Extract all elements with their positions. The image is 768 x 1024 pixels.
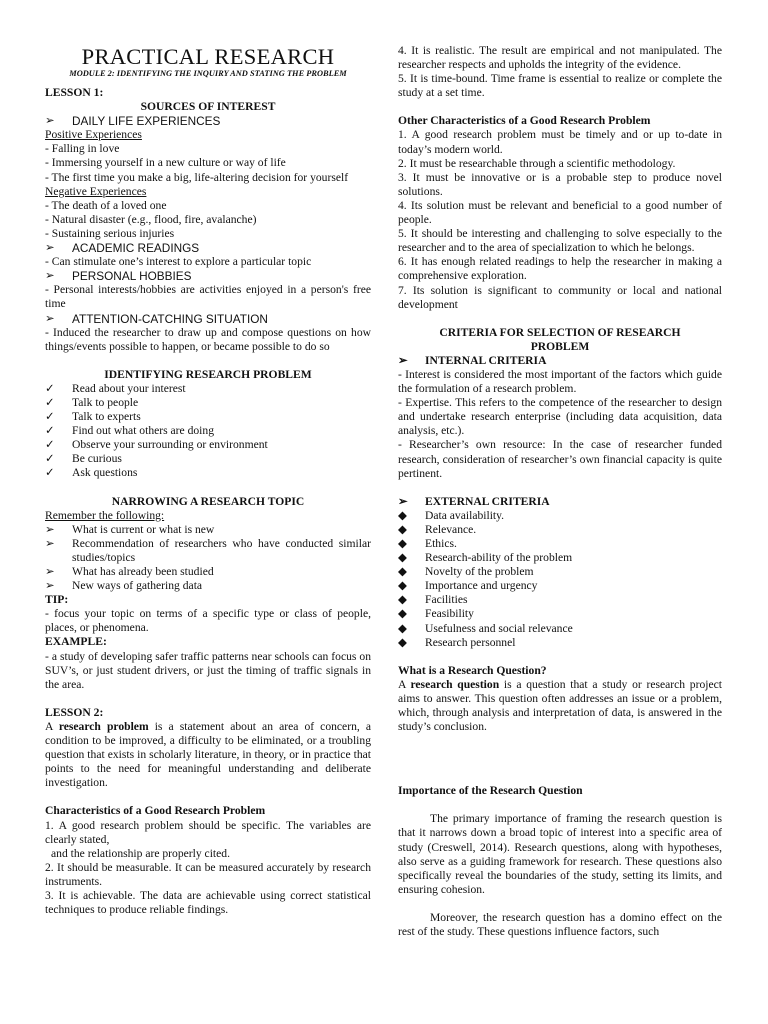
arrow-icon: ➢	[45, 565, 55, 578]
research-problem-definition: A research problem is a statement about an area of concern, a condition to be improved, a difficulty to be eliminated, or a troubling question that exists in scholarly literature, in theory, or in practice that points to the need for meaningful understanding and deliberate investigation.	[45, 719, 371, 790]
example-label: EXAMPLE:	[45, 635, 107, 649]
importance-heading: Importance of the Research Question	[398, 784, 583, 798]
diamond-icon: ◆	[398, 565, 407, 579]
list-item: ◆ Relevance.	[398, 522, 477, 536]
diamond-icon: ◆	[398, 508, 407, 522]
diamond-icon: ◆	[398, 551, 407, 565]
list-item: - Researcher’s own resource: In the case of researcher funded research, consideration of researcher’s own financial capacity is quite pertinent.	[398, 438, 722, 480]
list-item: ✓ Find out what others are doing	[45, 424, 215, 438]
check-icon: ✓	[45, 466, 55, 480]
internal-criteria-header	[398, 354, 722, 368]
list-item: 4. Its solution must be relevant and beneficial to a good number of people.	[398, 198, 722, 227]
list-item: ✓ Talk to experts	[45, 410, 141, 424]
list-item: 1. A good research problem should be specific. The variables are clearly stated,	[45, 818, 371, 846]
list-item: ◆ Facilities	[398, 593, 468, 607]
research-question-term: research question	[410, 677, 500, 691]
attention-header	[45, 312, 371, 326]
arrow-icon: ➢	[398, 494, 408, 508]
check-icon: ✓	[45, 395, 55, 409]
list-item: 2. It should be measurable. It can be measured accurately by research instruments.	[45, 860, 371, 888]
sources-heading: SOURCES OF INTEREST	[140, 100, 276, 114]
list-item: - Natural disaster (e.g., flood, fire, avalanche)	[45, 212, 257, 226]
list-item: 3. It must be innovative or is a probable step to produce novel solutions.	[398, 170, 722, 198]
list-item: - Interest is considered the most important of the factors which guide the formulation of a research problem.	[398, 367, 722, 396]
diamond-icon: ◆	[398, 579, 407, 593]
remember-label: Remember the following:	[45, 508, 165, 522]
academic-text: - Can stimulate one’s interest to explore a particular topic	[45, 255, 312, 269]
identifying-heading: IDENTIFYING RESEARCH PROBLEM	[104, 367, 312, 381]
arrow-icon: ➢	[45, 241, 55, 255]
positive-label: Positive Experiences	[45, 128, 142, 142]
lesson2-label: LESSON 2:	[45, 705, 104, 719]
hobbies-label: PERSONAL HOBBIES	[72, 269, 192, 284]
list-item: - Immersing yourself in a new culture or way of life	[45, 156, 286, 170]
external-criteria-label: EXTERNAL CRITERIA	[425, 494, 550, 508]
diamond-icon: ◆	[398, 621, 407, 635]
check-icon: ✓	[45, 381, 55, 395]
list-item: ◆ Data availability.	[398, 508, 505, 522]
arrow-icon: ➢	[45, 522, 55, 536]
narrowing-heading: NARROWING A RESEARCH TOPIC	[111, 494, 305, 508]
list-item: ✓ Talk to people	[45, 395, 139, 409]
list-item: - The death of a loved one	[45, 198, 167, 212]
diamond-icon: ◆	[398, 593, 407, 607]
tip-label: TIP:	[45, 593, 69, 607]
arrow-icon: ➢	[45, 269, 55, 283]
list-item: ➢ New ways of gathering data	[45, 579, 203, 593]
list-item: ✓ Be curious	[45, 452, 122, 466]
attention-label: ATTENTION-CATCHING SITUATION	[72, 311, 268, 326]
check-icon: ✓	[45, 424, 55, 438]
list-item: ◆ Importance and urgency	[398, 579, 538, 593]
list-item: 1. A good research problem must be timely and or up to-date in today’s modern world.	[398, 128, 722, 156]
diamond-icon: ◆	[398, 607, 407, 621]
list-item: ➢ What is current or what is new	[45, 522, 215, 536]
importance-paragraph-1: The primary importance of framing the research question is that it narrows down a broad topic of interest into a specific area of study (Creswell, 2014). Research questions, along with hypotheses, also serve as a guiding framework for research. These questions also specifically reveal the boundaries of the study, setting its limits, and ensuring cohesion.	[398, 812, 722, 896]
lesson1-label: LESSON 1:	[45, 86, 104, 99]
attention-text: - Induced the researcher to draw up and compose questions on how things/events possible to happen, or became possible to do so	[45, 325, 371, 353]
research-problem-term: research problem	[58, 719, 149, 733]
daily-life-header	[45, 114, 371, 128]
list-item: ◆ Usefulness and social relevance	[398, 621, 573, 635]
list-item: ✓ Ask questions	[45, 466, 138, 480]
list-item: ➢ What has already been studied	[45, 565, 214, 578]
arrow-icon: ➢	[398, 353, 408, 367]
list-item: - Sustaining serious injuries	[45, 226, 175, 240]
list-item: ◆ Research-ability of the problem	[398, 551, 573, 565]
other-characteristics-heading: Other Characteristics of a Good Research Problem	[398, 114, 651, 128]
check-icon: ✓	[45, 438, 55, 452]
research-question-definition: A research question is a question that a study or research project aims to answer. This question often addresses an issue or a problem, which, through analysis and interpretation of data, is answered in the study’s conclusion.	[398, 677, 722, 734]
list-item: 2. It must be researchable through a scientific methodology.	[398, 156, 676, 170]
right-column	[398, 0, 722, 939]
research-question-heading: What is a Research Question?	[398, 663, 547, 677]
example-text: - a study of developing safer traffic patterns near schools can focus on SUV’s, or just student drivers, or just the timing of traffic signals in the area.	[45, 649, 371, 691]
list-item: ➢ Recommendation of researchers who have conducted similar studies/topics	[45, 536, 371, 564]
list-item: 3. It is achievable. The data are achievable using correct statistical techniques to produce reliable findings.	[45, 888, 371, 917]
academic-header	[45, 241, 371, 255]
importance-paragraph-2: Moreover, the research question has a domino effect on the rest of the study. These questions influence factors, such	[398, 910, 722, 938]
list-item: 5. It should be interesting and challenging to solve especially to the researcher and to the area of specialization to which he belongs.	[398, 227, 722, 255]
internal-criteria-label: INTERNAL CRITERIA	[425, 353, 547, 367]
page-title: PRACTICAL RESEARCH	[81, 44, 335, 69]
diamond-icon: ◆	[398, 522, 407, 536]
page-subtitle: MODULE 2: IDENTIFYING THE INQUIRY AND STATING THE PROBLEM	[69, 69, 347, 78]
tip-text: - focus your topic on terms of a specific type or class of people, places, or phenomena.	[45, 607, 371, 635]
diamond-icon: ◆	[398, 635, 407, 649]
arrow-icon: ➢	[45, 536, 55, 550]
list-item: ◆ Ethics.	[398, 537, 457, 550]
list-item: 6. It has enough related readings to help the researcher in making a comprehensive exploration.	[398, 255, 722, 283]
hobbies-header	[45, 269, 371, 283]
negative-label: Negative Experiences	[45, 184, 147, 198]
criteria-heading: CRITERIA FOR SELECTION OF RESEARCH PROBLEM	[439, 325, 681, 353]
list-item: 4. It is realistic. The result are empirical and not manipulated. The researcher respects and upholds the integrity of the evidence.	[398, 44, 722, 72]
list-item: ✓ Observe your surrounding or environment	[45, 438, 268, 452]
arrow-icon: ➢	[45, 114, 55, 128]
list-item: ◆ Research personnel	[398, 635, 516, 649]
list-item: ◆ Novelty of the problem	[398, 565, 534, 579]
check-icon: ✓	[45, 410, 55, 424]
diamond-icon: ◆	[398, 537, 407, 550]
list-item: 5. It is time-bound. Time frame is essential to realize or complete the study at a set time.	[398, 72, 722, 100]
hobbies-text: - Personal interests/hobbies are activities enjoyed in a person's free time	[45, 283, 371, 311]
academic-label: ACADEMIC READINGS	[72, 241, 200, 256]
external-criteria-header	[398, 495, 722, 509]
arrow-icon: ➢	[45, 311, 55, 325]
list-item: ◆ Feasibility	[398, 607, 474, 621]
arrow-icon: ➢	[45, 579, 55, 593]
list-item: - Expertise. This refers to the competence of the researcher to design and undertake research enterprise (including data acquisition, data analysis, etc.).	[398, 396, 722, 438]
check-icon: ✓	[45, 452, 55, 466]
characteristics-heading: Characteristics of a Good Research Problem	[45, 804, 266, 818]
left-column	[45, 0, 371, 917]
list-item: - The first time you make a big, life-altering decision for yourself	[45, 170, 349, 184]
list-item: 7. Its solution is significant to community or local and national development	[398, 283, 722, 311]
daily-life-label: DAILY LIFE EXPERIENCES	[72, 114, 221, 129]
list-item: - Falling in love	[45, 142, 120, 156]
list-item: ✓ Read about your interest	[45, 381, 186, 395]
list-item: and the relationship are properly cited.	[51, 846, 230, 860]
